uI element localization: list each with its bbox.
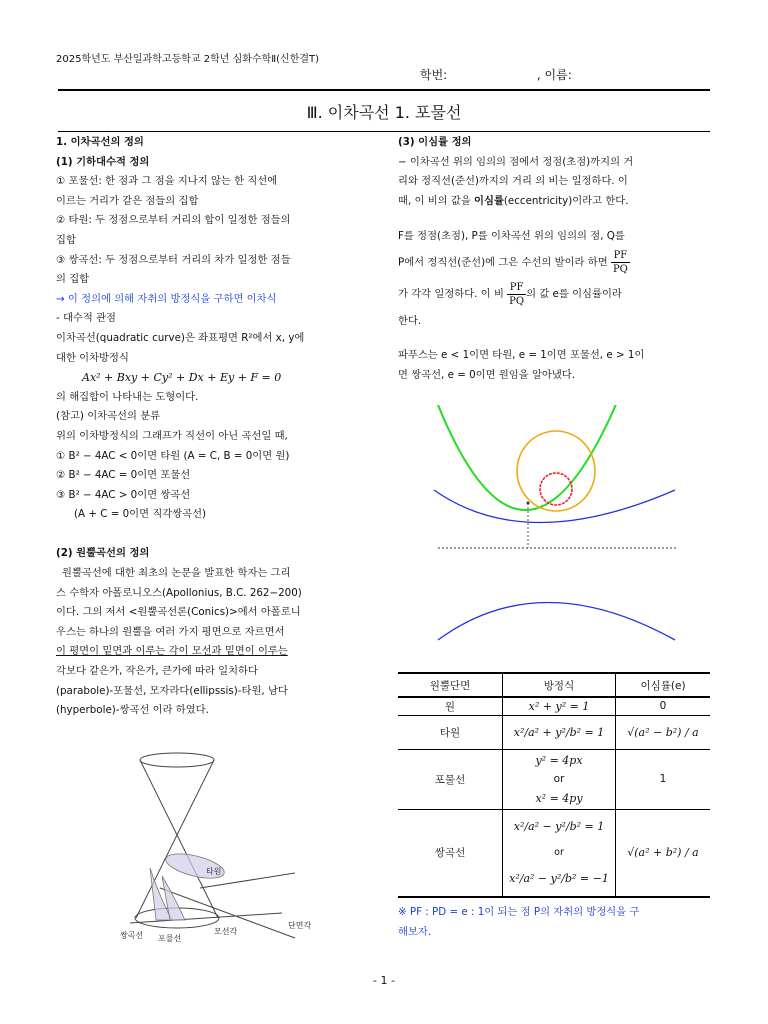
history-line2: 스 수학자 아폴로니오스(Apollonius, B.C. 262−200) — [56, 586, 302, 599]
table-header-row — [398, 673, 710, 697]
history-line5: 이 평면이 밑면과 이루는 각이 모선과 밑면이 이루는 — [56, 645, 288, 658]
quadratic-curve-line3: 의 해집합이 나타내는 도형이다. — [56, 390, 199, 403]
hyperbola-lower-branch — [438, 603, 675, 641]
eccentricity-line1: − 이차곡선 위의 임의의 점에서 정점(초점)까지의 거 — [398, 155, 634, 168]
def-parabola-line2: 이르는 거리가 같은 점들의 집합 — [56, 194, 199, 207]
cone-label-ellipse: 타원 — [206, 867, 222, 876]
history-line3: 이다. 그의 저서 <원뿔곡선론(Conics)>에서 아폴로니 — [56, 606, 301, 619]
ratio-pf-pq-2: $\frac{PF}{PQ}$ — [509, 281, 525, 307]
def-hyperbola-line1: ③ 쌍곡선: 두 정점으로부터 거리의 차가 일정한 점들 — [56, 253, 291, 266]
cone-label-parabola: 포물선 — [158, 934, 182, 943]
name-label: , 이름: — [536, 68, 572, 82]
student-info — [420, 66, 572, 83]
cone-label-hyperbola: 쌍곡선 — [120, 931, 144, 940]
def-hyperbola-line2: 의 집합 — [56, 273, 90, 286]
section3-heading: (3) 이심률 정의 — [398, 136, 472, 148]
quadratic-curve-line2: 대한 이차방정식 — [56, 351, 129, 364]
classification-ellipse: ① B² − 4AC < 0이면 타원 (A = C, B = 0이면 원) — [56, 449, 290, 462]
def-ellipse-line2: 집합 — [56, 233, 76, 246]
history-line6: 각보다 같은가, 작은가, 큰가에 따라 일치하다 — [56, 665, 258, 678]
page-number: - 1 - — [373, 974, 395, 987]
student-id-label: 학번: — [420, 68, 448, 82]
algebraic-view: - 대수적 관점 — [56, 312, 116, 325]
exercise-note — [398, 902, 716, 942]
history-line8: (hyperbole)-쌍곡선 이라 하였다. — [56, 704, 209, 717]
history-line1: 원뿔곡선에 대한 최초의 논문을 발표한 학자는 그리 — [62, 567, 291, 580]
focus-line4: 한다. — [398, 315, 422, 328]
quadratic-curve-line1: 이차곡선(quadratic curve)은 좌표평면 R²에서 x, y에 — [56, 331, 305, 344]
table-row: 타원 x²/a² + y²/b² = 1 √(a² − b²) / a — [398, 715, 710, 749]
conic-table — [398, 672, 710, 898]
focus-line1: F를 정점(초점), P를 이차곡선 위의 임의의 점, Q를 — [398, 230, 625, 243]
classification-parabola: ② B² − 4AC = 0이면 포물선 — [56, 469, 191, 482]
page-title: Ⅲ. 이차곡선 1. 포물선 — [306, 103, 462, 122]
def-ellipse-line1: ② 타원: 두 정점으로부터 거리의 합이 일정한 점들의 — [56, 214, 291, 227]
general-equation: Ax² + Bxy + Cy² + Dx + Ey + F = 0 — [82, 371, 282, 385]
exercise-line1: ※ PF : PD = e : 1이 되는 점 P의 자취의 방정식을 구 — [398, 906, 640, 918]
table-row: 원 x² + y² = 1 0 — [398, 697, 710, 715]
section2-heading: (2) 원뿔곡선의 정의 — [56, 547, 150, 560]
ratio-pf-pq: $\frac{PF}{PQ}$ — [612, 250, 628, 276]
table-row: 포물선 y² = 4px or x² = 4py 1 — [398, 749, 710, 809]
focus-point — [527, 502, 530, 505]
section1-sub1: (1) 기하대수적 정의 — [56, 155, 150, 168]
circle-curve — [540, 473, 572, 505]
arrow-note: → 이 정의에 의해 자취의 방정식을 구하면 이차식 — [56, 292, 277, 305]
right-column — [398, 133, 716, 385]
eccentricity-line3: 때, 이 비의 값을 이심률(eccentricity)이라고 한다. — [398, 194, 629, 207]
header-section: 원뿔단면 — [398, 673, 503, 697]
eccentricity-term: 이심률 — [474, 194, 504, 207]
pappus-line1: 파푸스는 e < 1이면 타원, e = 1이면 포물선, e > 1이 — [398, 348, 645, 361]
course-header: 2025학년도 부산일과학고등학교 2학년 심화수학Ⅱ(신한결T) — [56, 54, 320, 65]
hyperbola-upper-branch — [434, 490, 675, 523]
conic-sections-graph — [430, 405, 690, 655]
header-rule — [58, 89, 710, 91]
cone-label-generatrix-angle: 모선각 — [214, 927, 238, 936]
focus-line3: 가 각각 일정하다. 이 비 $\frac{PF}{PQ}$ 의 값 e를 이심률이라 — [398, 281, 622, 307]
eccentricity-line2: 리와 정직선(준선)까지의 거리 의 비는 일정하다. 이 — [398, 175, 628, 188]
classification-note: (A + C = 0이면 직각쌍곡선) — [74, 508, 207, 521]
header-eccentricity: 이심률(e) — [616, 673, 711, 697]
reference-heading: (참고) 이차곡선의 분류 — [56, 410, 161, 423]
title-rule — [58, 131, 710, 132]
history-line4: 우스는 하나의 원뿔을 여러 가지 평면으로 자르면서 — [56, 625, 285, 638]
left-column — [56, 133, 368, 721]
reference-line: 위의 이차방정식의 그래프가 직선이 아닌 곡선일 때, — [56, 429, 288, 442]
def-parabola-line1: ① 포물선: 한 점과 그 점을 지나지 않는 한 직선에 — [56, 175, 278, 188]
cone-sections-figure — [100, 748, 330, 948]
history-line7: (parabole)-포물선, 모자라다(ellipssis)-타원, 남다 — [56, 684, 288, 697]
exercise-line2: 해보자. — [398, 926, 432, 938]
pappus-line2: 면 쌍곡선, e = 0이면 원임을 알아냈다. — [398, 368, 576, 381]
focus-line2: P에서 정직선(준선)에 그은 수선의 발이라 하면 $\frac{PF}{PQ}$ — [398, 250, 628, 276]
cone-label-section-angle: 단면각 — [288, 921, 312, 930]
header-equation: 방정식 — [503, 673, 616, 697]
section1-heading: 1. 이차곡선의 정의 — [56, 136, 144, 148]
classification-hyperbola: ③ B² − 4AC > 0이면 쌍곡선 — [56, 488, 191, 501]
table-row: 쌍곡선 x²/a² − y²/b² = 1 or x²/a² − y²/b² = −1 √(a² + b²) / a — [398, 809, 710, 897]
